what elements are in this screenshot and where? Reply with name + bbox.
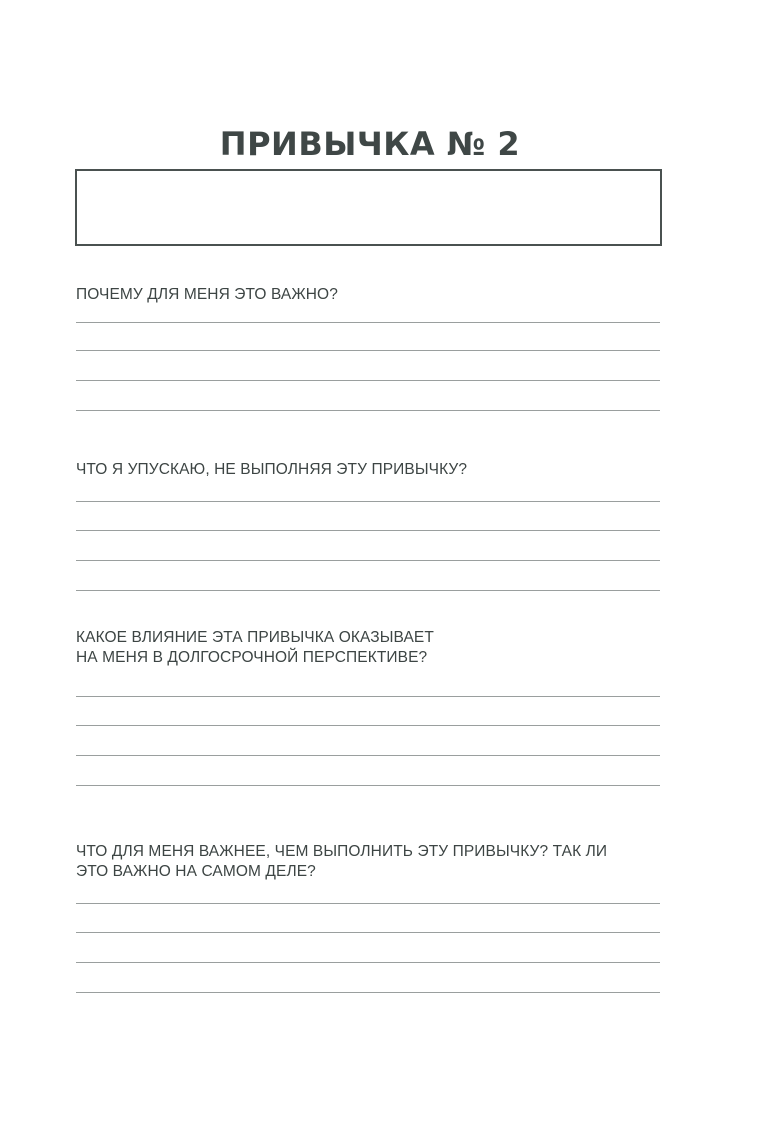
page-title: ПРИВЫЧКА № 2 — [219, 125, 521, 163]
question-1-answer-line[interactable] — [76, 410, 660, 411]
question-1-answer-line[interactable] — [76, 322, 660, 323]
question-2-answer-line[interactable] — [76, 501, 660, 502]
question-4-text: ЧТО ДЛЯ МЕНЯ ВАЖНЕЕ, ЧЕМ ВЫПОЛНИТЬ ЭТУ ПРИВЫЧКУ? ТАК ЛИ ЭТО ВАЖНО НА САМОМ ДЕЛЕ? — [76, 843, 608, 880]
question-1-answer-line[interactable] — [76, 350, 660, 351]
question-2-answer-line[interactable] — [76, 560, 660, 561]
question-2-text: ЧТО Я УПУСКАЮ, НЕ ВЫПОЛНЯЯ ЭТУ ПРИВЫЧКУ? — [76, 461, 468, 478]
question-3-answer-line[interactable] — [76, 725, 660, 726]
question-3-answer-line[interactable] — [76, 785, 660, 786]
question-1-answer-line[interactable] — [76, 380, 660, 381]
question-3-text: КАКОЕ ВЛИЯНИЕ ЭТА ПРИВЫЧКА ОКАЗЫВАЕТ НА МЕНЯ В ДОЛГОСРОЧНОЙ ПЕРСПЕКТИВЕ? — [76, 629, 434, 666]
question-4-answer-line[interactable] — [76, 903, 660, 904]
question-3-answer-line[interactable] — [76, 696, 660, 697]
question-4-answer-line[interactable] — [76, 932, 660, 933]
question-3-answer-line[interactable] — [76, 755, 660, 756]
habit-name-box[interactable] — [75, 169, 662, 246]
question-2-answer-line[interactable] — [76, 530, 660, 531]
question-1-text: ПОЧЕМУ ДЛЯ МЕНЯ ЭТО ВАЖНО? — [76, 286, 338, 303]
question-4-answer-line[interactable] — [76, 992, 660, 993]
question-4-answer-line[interactable] — [76, 962, 660, 963]
question-2-answer-line[interactable] — [76, 590, 660, 591]
